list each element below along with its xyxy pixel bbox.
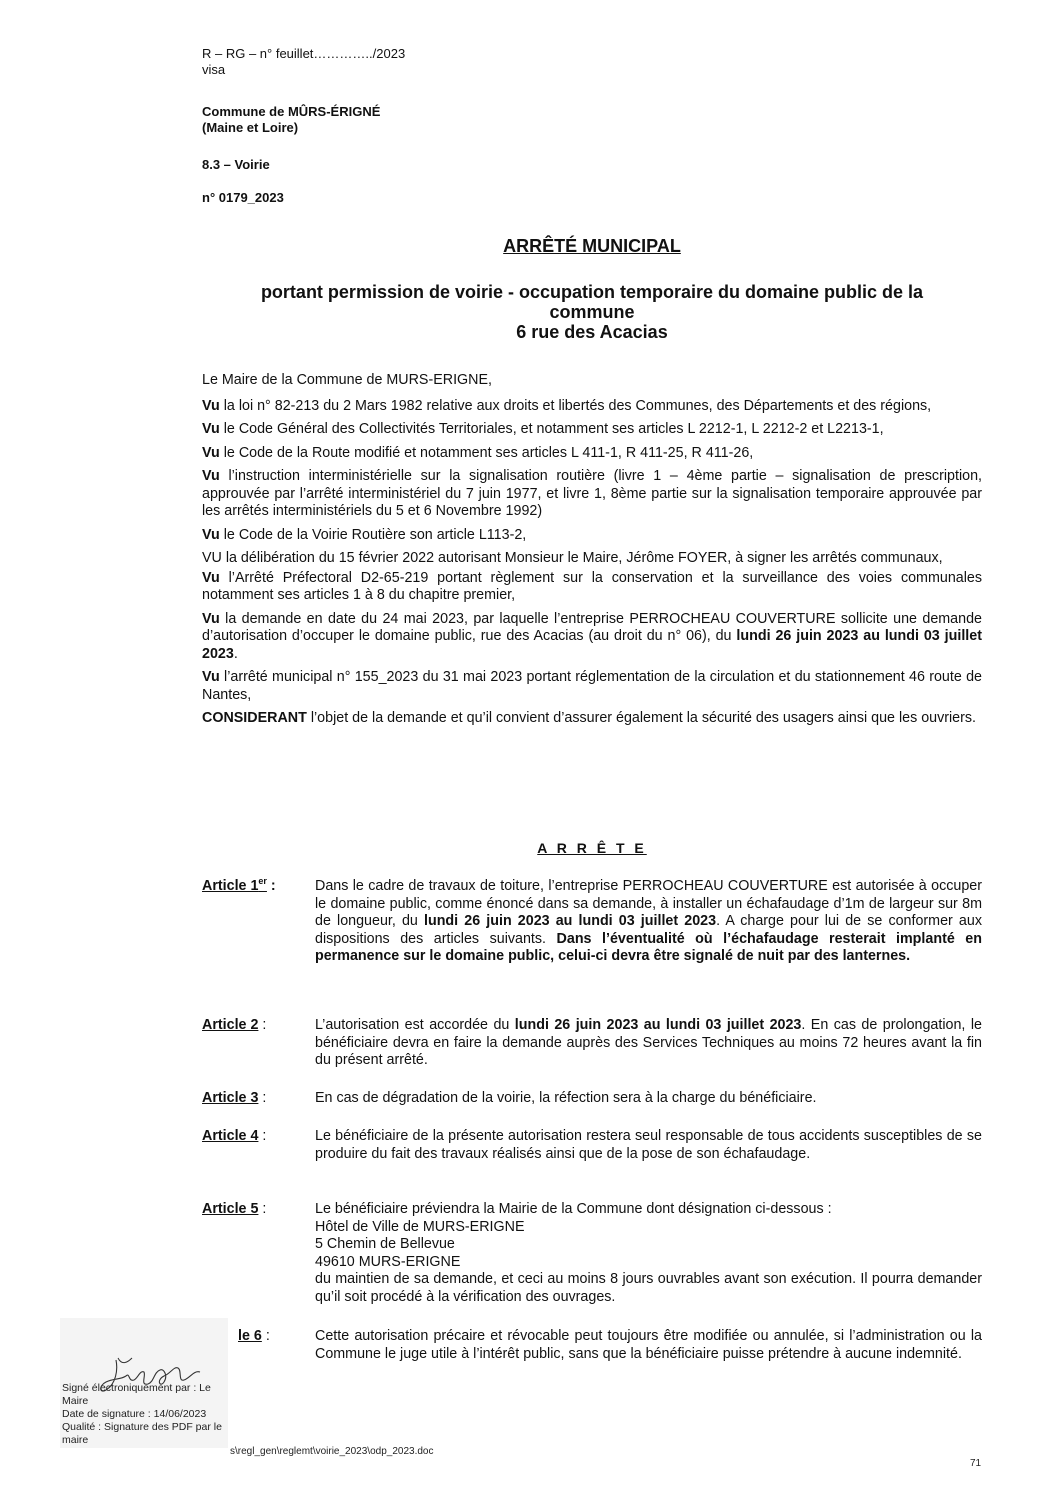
preamble-intro: Le Maire de la Commune de MURS-ERIGNE, — [202, 372, 493, 388]
visa-label: visa — [202, 62, 226, 77]
vu-paragraph: Vu le Code de la Route modifié et notamment ses articles L 411-1, R 411-25, R 411-26, — [202, 444, 754, 461]
signature-line: Date de signature : 14/06/2023 — [62, 1408, 207, 1420]
article-text: Le bénéficiaire de la présente autorisation restera seul responsable de tous accidents susceptibles de se produire du fait des travaux réalisés ainsi que de la pose de son échafaudage. — [315, 1128, 982, 1162]
vu-paragraph: Vu l’Arrêté Préfectoral D2-65-219 portant règlement sur la conservation et la surveillance des voies communales notamment ses articles 1 à 8 du chapitre premier, — [202, 569, 982, 603]
article-label: Article 5 : — [202, 1201, 267, 1217]
considerant-paragraph: CONSIDERANT l’objet de la demande et qu’il convient d’assurer également la sécurité des usagers ainsi que les ouvriers. — [202, 710, 977, 726]
file-path: s\regl_gen\reglemt\voirie_2023\odp_2023.doc — [230, 1446, 434, 1457]
subtitle-line-2: commune — [549, 302, 635, 322]
subtitle-line-1: portant permission de voirie - occupation temporaire du domaine public de la — [260, 282, 924, 302]
arrete-heading: A R R Ê T E — [537, 840, 647, 856]
vu-paragraph: VU la délibération du 15 février 2022 autorisant Monsieur le Maire, Jérôme FOYER, à signer les arrêtés communaux, — [202, 550, 943, 566]
article-text: Cette autorisation précaire et révocable peut toujours être modifiée ou annulée, si l’administration ou la Commune le juge utile à l’intérêt public, sans que la bénéficiaire puisse prétendre à aucune indemnité. — [315, 1328, 982, 1362]
article-4 — [202, 1128, 982, 1163]
vu-paragraph: Vu la loi n° 82-213 du 2 Mars 1982 relative aux droits et libertés des Communes, des Départements et des régions, — [202, 397, 932, 414]
vu-paragraph: Vu le Code Général des Collectivités Territoriales, et notamment ses articles L 2212-1, L 2212-2 et L2213-1, — [202, 421, 884, 437]
article-text: L’autorisation est accordée du lundi 26 juin 2023 au lundi 03 juillet 2023. En cas de prolongation, le bénéficiaire devra en faire la demande auprès des Services Techniques au moins 72 heures avant la fin du présent arrêté. — [315, 1017, 982, 1068]
page-number: 71 — [970, 1458, 982, 1469]
feuillet-ref: R – RG – n° feuillet…………../2023 — [202, 46, 406, 61]
article-label: Article 1er : — [202, 876, 276, 894]
article-text — [315, 1201, 982, 1306]
vu-paragraph: Vu l’arrêté municipal n° 155_2023 du 31 mai 2023 portant réglementation de la circulation et du stationnement 46 route de Nantes, — [202, 669, 982, 703]
subtitle-line-3: 6 rue des Acacias — [516, 322, 668, 342]
signature-line: Maire — [62, 1395, 89, 1407]
article-3 — [202, 1090, 982, 1108]
document-subtitle — [202, 282, 982, 342]
mairie-city: 49610 MURS-ERIGNE — [315, 1253, 461, 1270]
article-5 — [202, 1201, 982, 1306]
mairie-name: Hôtel de Ville de MURS-ERIGNE — [315, 1218, 525, 1235]
category-label: 8.3 – Voirie — [202, 157, 270, 172]
article-5-line: Le bénéficiaire préviendra la Mairie de la Commune dont désignation ci-dessous : — [315, 1201, 832, 1217]
signature-line: Signé électroniquement par : Le — [62, 1382, 211, 1394]
article-5-line: du maintien de sa demande, et ceci au moins 8 jours ouvrables avant son exécution. Il pourra demander qu’il soit procédé à la vérification des ouvrages. — [315, 1271, 982, 1305]
article-label: Article 3 : — [202, 1090, 267, 1106]
signature-info — [62, 1382, 232, 1447]
document-title: ARRÊTÉ MUNICIPAL — [503, 236, 681, 256]
arrete-number: n° 0179_2023 — [202, 190, 284, 205]
article-1 — [202, 878, 982, 966]
vu-paragraph: Vu la demande en date du 24 mai 2023, par laquelle l’entreprise PERROCHEAU COUVERTURE sollicite une demande d’autorisation d’occuper le domaine public, rue des Acacias (au droit du n° 06), du lundi 26 juin 2023 au lundi 03 juillet 2023. — [202, 610, 982, 662]
article-6 — [202, 1328, 982, 1363]
article-text: En cas de dégradation de la voirie, la réfection sera à la charge du bénéficiaire. — [315, 1090, 817, 1106]
article-label: le 6 : — [238, 1328, 270, 1344]
preamble — [202, 372, 982, 734]
mairie-street: 5 Chemin de Bellevue — [315, 1236, 455, 1252]
vu-paragraph: Vu l’instruction interministérielle sur la signalisation routière (livre 1 – 4ème partie – signalisation de prescription, approuvée par l’arrêté interministériel du 7 juin 1977, et livre 1, 8ème partie sur la signalisation temporaire approuvée par les arrêtés interministériels du 5 et 6 Novembre 1992) — [202, 468, 982, 519]
commune-region: (Maine et Loire) — [202, 120, 299, 135]
commune-name: Commune de MÛRS-ÉRIGNÉ — [202, 104, 381, 119]
vu-paragraph: Vu le Code de la Voirie Routière son article L113-2, — [202, 526, 527, 543]
signature-line: Qualité : Signature des PDF par le — [62, 1421, 222, 1433]
article-label: Article 2 : — [202, 1017, 267, 1033]
signature-line: maire — [62, 1434, 89, 1446]
article-text: Dans le cadre de travaux de toiture, l’entreprise PERROCHEAU COUVERTURE est autorisée à occuper le domaine public, comme énoncé dans sa demande, à installer un échafaudage d’1m de largeur sur 8m de longueur, du lundi 26 juin 2023 au lundi 03 juillet 2023. A charge pour lui de se conformer aux dispositions des articles suivants. Dans l’éventualité où l’échafaudage resterait implanté en permanence sur le domaine public, celui-ci devra être signalé de nuit par des lanternes. — [315, 878, 982, 964]
article-label: Article 4 : — [202, 1128, 267, 1144]
article-2 — [202, 1017, 982, 1070]
